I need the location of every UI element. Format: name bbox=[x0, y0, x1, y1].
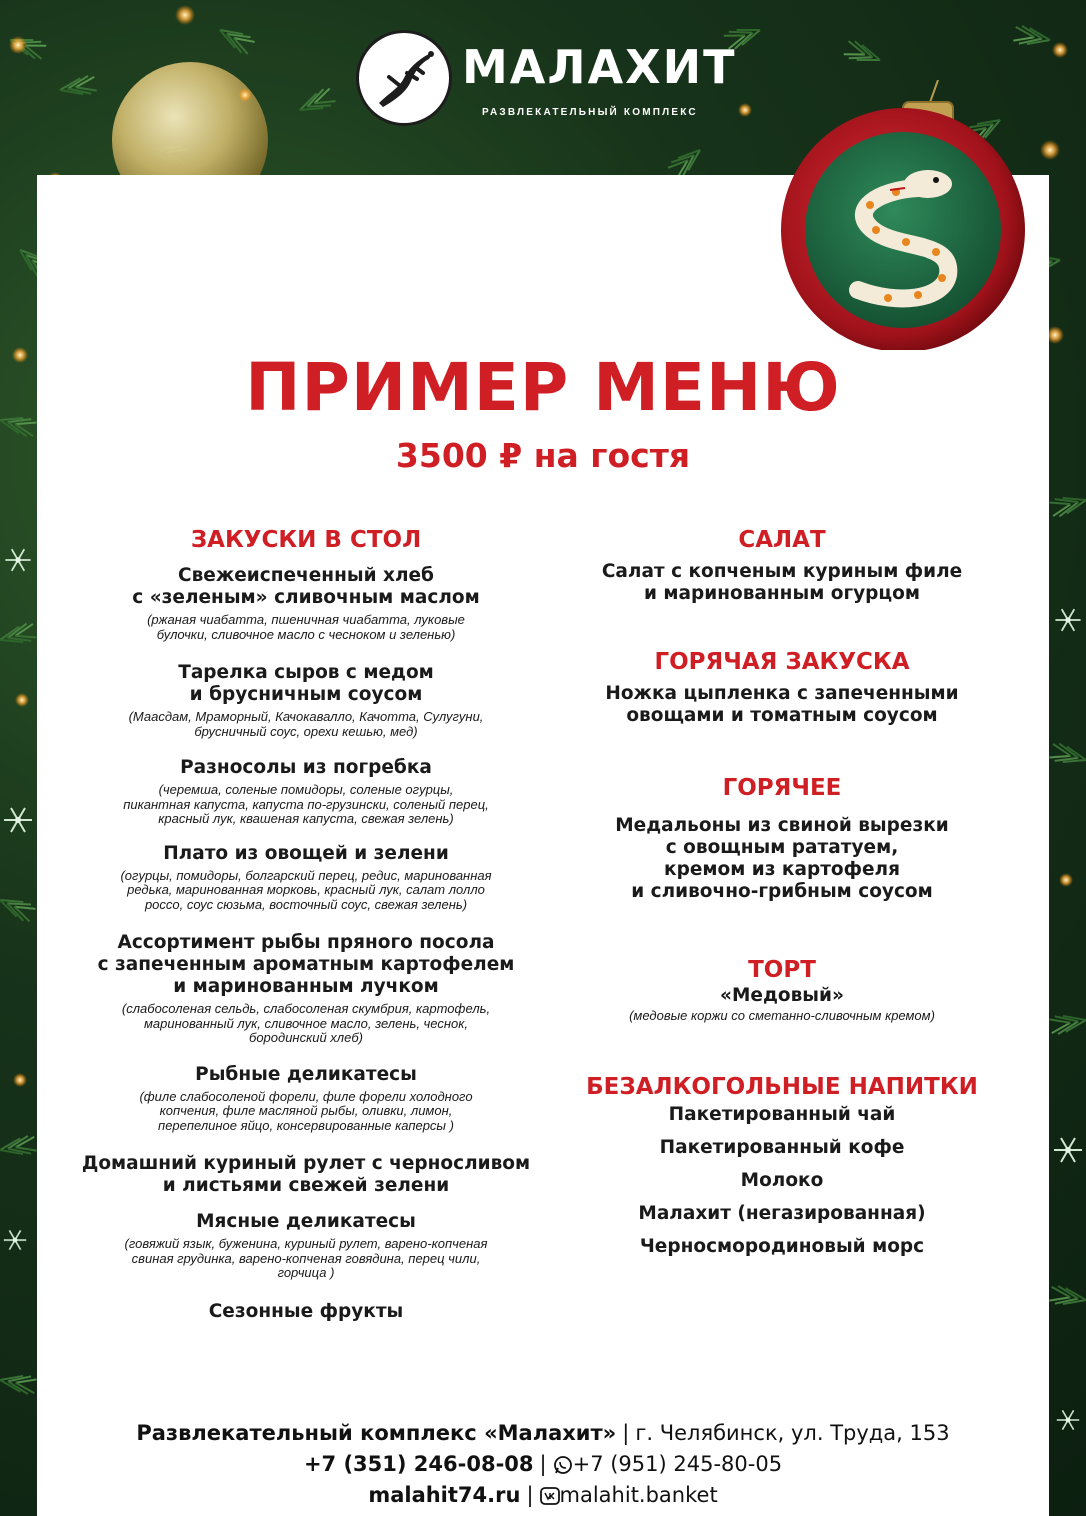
section-heading-hot-snack: ГОРЯЧАЯ ЗАКУСКА bbox=[654, 649, 910, 675]
cake-note: (медовые коржи со сметанно-сливочным кремом) bbox=[629, 1008, 935, 1023]
section-heading-appetizers: ЗАКУСКИ В СТОЛ bbox=[190, 527, 422, 553]
footer-line-company bbox=[37, 1418, 1049, 1449]
logo-name: МАЛАХИТ bbox=[462, 40, 737, 94]
footer-separator: | bbox=[539, 1452, 547, 1476]
footer-company: Развлекательный комплекс «Малахит» bbox=[136, 1421, 617, 1445]
page-title: ПРИМЕР МЕНЮ bbox=[245, 349, 841, 426]
menu-item-note: (слабосоленая сельдь, слабосоленая скумбрия, картофель, маринованный лук, сливочное масло, зелень, чеснок, бородинский хлеб) bbox=[121, 1001, 491, 1045]
footer-vk[interactable]: malahit.banket bbox=[559, 1483, 718, 1507]
footer-address: г. Челябинск, ул. Труда, 153 bbox=[635, 1421, 950, 1445]
menu-item-name: Плато из овощей и зелени bbox=[163, 842, 449, 864]
drink-item: Пакетированный кофе bbox=[659, 1136, 905, 1158]
footer-separator: | bbox=[526, 1483, 534, 1507]
menu-item-note: (огурцы, помидоры, болгарский перец, редис, маринованная редька, маринованная морковь, красный лук, салат лолло россо, соус сюзьма, восточный соус, свежая зелень) bbox=[120, 867, 492, 912]
menu-item-name: Домашний куриный рулет с черносливом и листьями свежей зелени bbox=[81, 1153, 531, 1196]
main-dish: Медальоны из свиной вырезки с овощным рататуем, кремом из картофеля и сливочно-грибным соусом bbox=[615, 815, 949, 902]
logo-subtitle: РАЗВЛЕКАТЕЛЬНЫЙ КОМПЛЕКС bbox=[482, 107, 698, 118]
section-heading-drinks: БЕЗАЛКОГОЛЬНЫЕ НАПИТКИ bbox=[586, 1073, 978, 1100]
footer bbox=[37, 1418, 1049, 1511]
menu-item-name: Мясные деликатесы bbox=[196, 1211, 416, 1232]
section-heading-salad: САЛАТ bbox=[738, 527, 826, 553]
section-heading-main: ГОРЯЧЕЕ bbox=[722, 775, 842, 801]
lizard-icon bbox=[359, 33, 449, 123]
menu-item-name: Ассортимент рыбы пряного посола с запеченным ароматным картофелем и маринованным лучком bbox=[97, 932, 515, 997]
menu-item-note: (Маасдам, Мраморный, Качокавалло, Качотта, Сулугуни, брусничный соус, орехи кешью, мед) bbox=[128, 709, 484, 739]
drink-item: Молоко bbox=[740, 1169, 824, 1191]
salad-dish: Салат с копченым куриным филе и маринованным огурцом bbox=[601, 561, 963, 604]
appetizers-list bbox=[80, 565, 532, 1323]
drinks-list bbox=[580, 1104, 984, 1258]
lizard-emblem bbox=[356, 30, 452, 126]
menu-item-name: Тарелка сыров с медом и брусничным соусом bbox=[178, 662, 434, 705]
appetizers-column bbox=[80, 525, 532, 1323]
snake-ornament-icon bbox=[778, 80, 1028, 350]
right-column bbox=[580, 525, 984, 1258]
menu-item-name: Сезонные фрукты bbox=[208, 1300, 404, 1322]
footer-phone[interactable]: +7 (351) 246-08-08 bbox=[303, 1452, 534, 1476]
footer-site[interactable]: malahit74.ru bbox=[368, 1483, 521, 1507]
footer-whatsapp[interactable]: +7 (951) 245-80-05 bbox=[572, 1452, 783, 1476]
menu-item-note: (черемша, соленые помидоры, соленые огурцы, пикантная капуста, капуста по-грузински, соленый перец, красный лук, квашеная капуста, свежая зелень) bbox=[123, 782, 489, 826]
footer-line-web bbox=[37, 1480, 1049, 1511]
section-heading-cake: ТОРТ bbox=[748, 957, 816, 983]
drink-item: Малахит (негазированная) bbox=[638, 1202, 926, 1224]
footer-separator: | bbox=[622, 1421, 630, 1445]
footer-line-phones bbox=[37, 1449, 1049, 1480]
drink-item: Черносмородиновый морс bbox=[639, 1235, 925, 1257]
cake-dish: «Медовый» bbox=[720, 985, 844, 1006]
whatsapp-icon bbox=[553, 1455, 573, 1475]
drink-item: Пакетированный чай bbox=[668, 1103, 896, 1125]
malahit-logo bbox=[356, 30, 736, 130]
menu-item-note: (ржаная чиабатта, пшеничная чиабатта, луковые булочки, сливочное масло с чесноком и зеленью) bbox=[147, 612, 465, 642]
menu-item-note: (говяжий язык, буженина, куриный рулет, варено-копченая свиная грудинка, варено-копченая говядина, перец чили, горчица ) bbox=[124, 1236, 488, 1280]
menu-item-note: (филе слабосоленой форели, филе форели холодного копчения, филе масляной рыбы, оливки, лимон, перепелиное яйцо, консервированные каперсы ) bbox=[139, 1088, 473, 1133]
vk-icon bbox=[540, 1486, 560, 1506]
menu-item-name: Рыбные деликатесы bbox=[195, 1063, 417, 1085]
menu-item-name: Разносолы из погребка bbox=[180, 757, 432, 778]
hot-snack-dish: Ножка цыпленка с запеченными овощами и томатным соусом bbox=[605, 683, 959, 726]
price-per-guest: 3500 ₽ на гостя bbox=[395, 436, 691, 475]
menu-item-name: Свежеиспеченный хлеб с «зеленым» сливочным маслом bbox=[132, 565, 480, 608]
